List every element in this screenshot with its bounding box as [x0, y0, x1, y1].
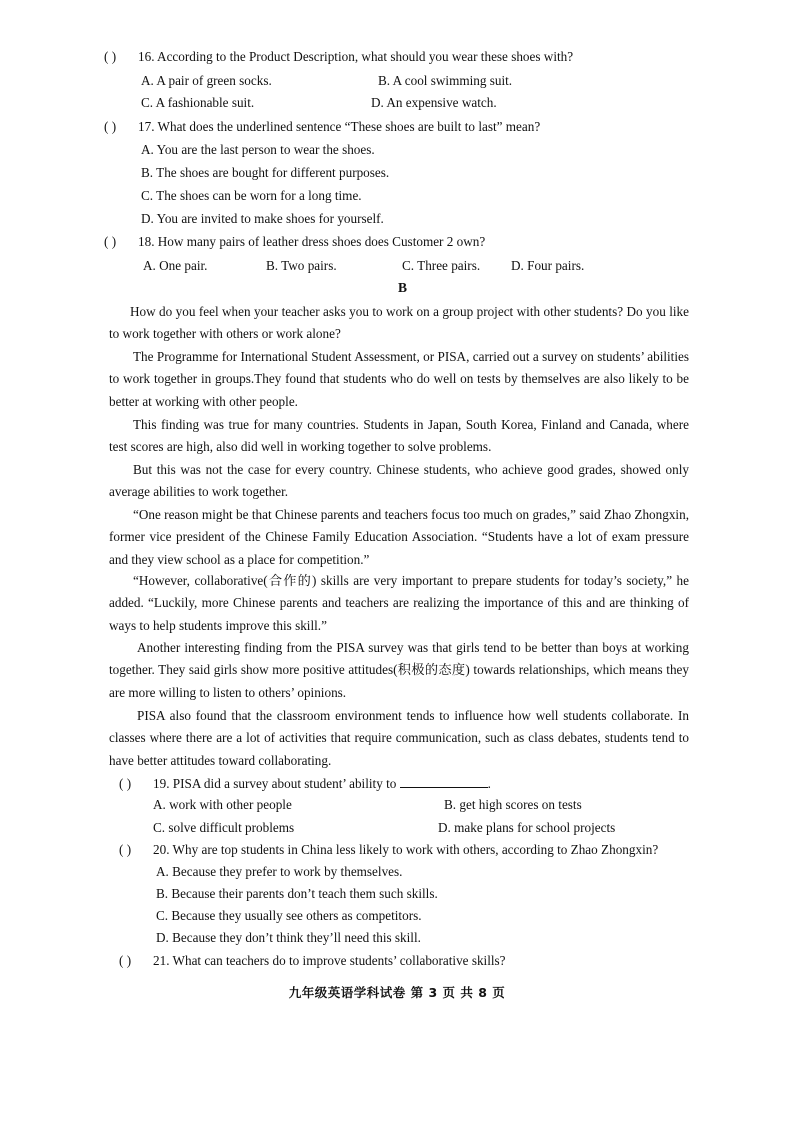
answer-paren[interactable]: ( ): [119, 953, 132, 968]
question-20: [119, 842, 658, 858]
option-d: D. Four pairs.: [511, 258, 585, 273]
option-b: B. The shoes are bought for different purposes.: [141, 165, 390, 180]
option-c: C. Three pairs.: [402, 258, 481, 273]
passage-paragraph: The Programme for International Student Assessment, or PISA, carried out a survey on students’ abilities to work together in groups.They found that students who do well on tests by themselves are also likely to be better at working with other people.: [109, 349, 689, 409]
passage-paragraph: Another interesting finding from the PISA survey was that girls tend to be better than boys at working together. They said girls show more positive attitudes(积极的态度) towards relationships, which means they are more willing to listen to others’ opinions.: [109, 640, 689, 700]
answer-paren[interactable]: ( ): [119, 842, 132, 857]
option-a: A. One pair.: [143, 258, 208, 273]
answer-paren[interactable]: ( ): [104, 119, 117, 134]
passage-paragraph: PISA also found that the classroom environment tends to influence how well students collaborate. In classes where there are a lot of activities that require communication, such as class debates, students tend to have better attitudes toward collaborating.: [109, 708, 689, 768]
passage-paragraph: How do you feel when your teacher asks you to work on a group project with other students? Do you like to work together with others or work alone?: [109, 304, 689, 342]
option-d: D. An expensive watch.: [371, 95, 497, 110]
passage-paragraph: But this was not the case for every country. Chinese students, who achieve good grades, showed only average abilities to work together.: [109, 462, 689, 500]
question-17: [104, 119, 540, 135]
question-16: [104, 49, 573, 65]
question-stem: 17. What does the underlined sentence “These shoes are built to last” mean?: [138, 119, 541, 134]
option-c: C. solve difficult problems: [153, 820, 295, 835]
option-d: D. Because they don’t think they’ll need this skill.: [156, 930, 421, 945]
passage-paragraph: “One reason might be that Chinese parents and teachers focus too much on grades,” said Zhao Zhongxin, former vice president of the Chinese Family Education Association. “Students have a lot of exam pressure and they view school as a place for competition.”: [109, 507, 689, 567]
question-stem: 20. Why are top students in China less likely to work with others, according to Zhao Zhongxin?: [153, 842, 659, 857]
answer-paren[interactable]: ( ): [119, 776, 132, 791]
option-c: C. Because they usually see others as competitors.: [156, 908, 422, 923]
question-21: [119, 953, 506, 969]
question-18: [104, 234, 485, 250]
option-c: C. A fashionable suit.: [141, 95, 255, 110]
option-d: D. You are invited to make shoes for yourself.: [141, 211, 384, 226]
option-b: B. get high scores on tests: [444, 797, 582, 812]
question-stem: 16. According to the Product Description, what should you wear these shoes with?: [138, 49, 574, 64]
question-stem-end: .: [487, 776, 491, 791]
page-footer: 九年级英语学科试卷 第 3 页 共 8 页: [288, 985, 506, 1000]
passage-paragraph: “However, collaborative(合作的) skills are very important to prepare students for today’s society,” he added. “Luckily, more Chinese parents and teachers are realizing the importance of this and are thinking of ways to help students improve this skill.”: [109, 573, 689, 633]
option-d: D. make plans for school projects: [438, 820, 616, 835]
answer-blank[interactable]: [400, 776, 488, 788]
answer-paren[interactable]: ( ): [104, 234, 117, 249]
option-b: B. Because their parents don’t teach them such skills.: [156, 886, 438, 901]
option-b: B. A cool swimming suit.: [378, 73, 513, 88]
passage-paragraph: This finding was true for many countries. Students in Japan, South Korea, Finland and Canada, where test scores are high, also did well in working together to solve problems.: [109, 417, 689, 455]
question-stem: 21. What can teachers do to improve students’ collaborative skills?: [153, 953, 506, 968]
answer-paren[interactable]: ( ): [104, 49, 117, 64]
option-c: C. The shoes can be worn for a long time.: [141, 188, 362, 203]
option-a: A. work with other people: [153, 797, 292, 812]
option-a: A. A pair of green socks.: [141, 73, 272, 88]
question-19: [119, 776, 491, 792]
option-a: A. You are the last person to wear the shoes.: [141, 142, 375, 157]
question-stem: 19. PISA did a survey about student’ ability to: [153, 776, 397, 791]
section-title: B: [398, 280, 408, 295]
question-stem: 18. How many pairs of leather dress shoes does Customer 2 own?: [138, 234, 486, 249]
option-b: B. Two pairs.: [266, 258, 337, 273]
option-a: A. Because they prefer to work by themselves.: [156, 864, 403, 879]
